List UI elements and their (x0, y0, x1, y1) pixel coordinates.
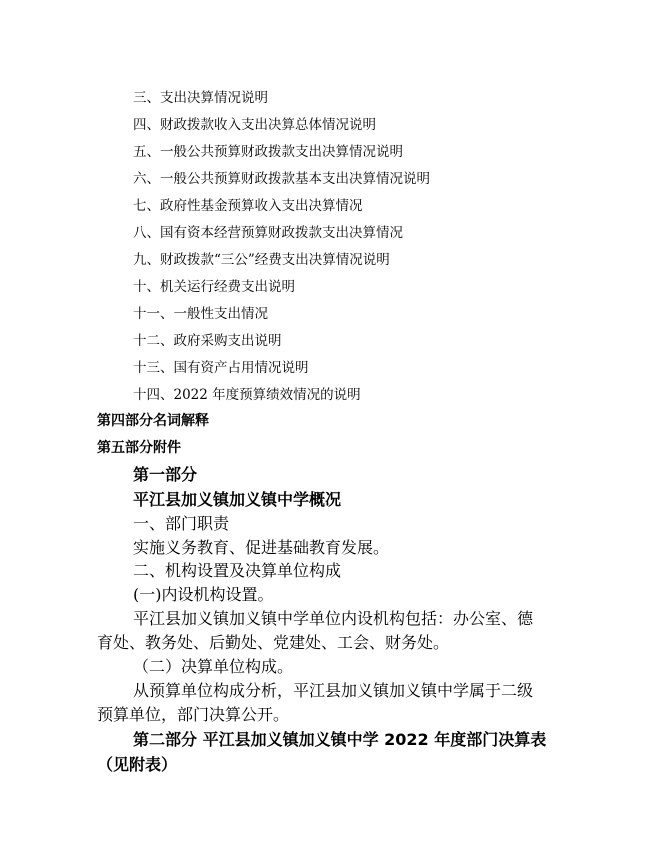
toc-item: 十四、2022 年度预算绩效情况的说明 (133, 387, 361, 403)
part2-heading-line1: 第二部分 平江县加义镇加义镇中学 2022 年度部门决算表 (133, 730, 547, 749)
part2-heading-line2: （见附表） (97, 755, 178, 774)
school-heading: 平江县加义镇加义镇中学概况 (133, 490, 342, 509)
toc-item: 四、财政拨款收入支出决算总体情况说明 (133, 117, 376, 133)
toc-item: 七、政府性基金预算收入支出决算情况 (133, 198, 363, 214)
unit-title: （二）决算单位构成。 (133, 657, 294, 676)
internal-text-line1: 平江县加义镇加义镇中学单位内设机构包括：办公室、德 (133, 609, 534, 628)
toc-item: 五、一般公共预算财政拨款支出决算情况说明 (133, 144, 403, 160)
structure-title: 二、机构设置及决算单位构成 (133, 561, 342, 580)
toc-item: 八、国有资本经营预算财政拨款支出决算情况 (133, 225, 403, 241)
duties-title: 一、部门职责 (133, 514, 230, 533)
section-heading-part4: 第四部分名词解释 (97, 413, 209, 429)
toc-item: 九、财政拨款“三公”经费支出决算情况说明 (133, 252, 390, 268)
duties-text: 实施义务教育、促进基础教育发展。 (133, 538, 390, 557)
toc-item: 六、一般公共预算财政拨款基本支出决算情况说明 (133, 171, 430, 187)
toc-item: 十二、政府采购支出说明 (133, 333, 282, 349)
toc-item: 十三、国有资产占用情况说明 (133, 360, 309, 376)
unit-text-line2: 预算单位，部门决算公开。 (97, 705, 290, 724)
toc-item: 三、支出决算情况说明 (133, 90, 268, 106)
toc-item: 十一、一般性支出情况 (133, 306, 268, 322)
toc-item: 十、机关运行经费支出说明 (133, 279, 295, 295)
internal-text-line2: 育处、教务处、后勤处、党建处、工会、财务处。 (97, 633, 450, 652)
part1-heading: 第一部分 (133, 465, 198, 484)
unit-text-line1: 从预算单位构成分析，平江县加义镇加义镇中学属于二级 (133, 681, 534, 700)
section-heading-part5: 第五部分附件 (97, 440, 181, 456)
internal-title: (一)内设机构设置。 (133, 585, 274, 604)
